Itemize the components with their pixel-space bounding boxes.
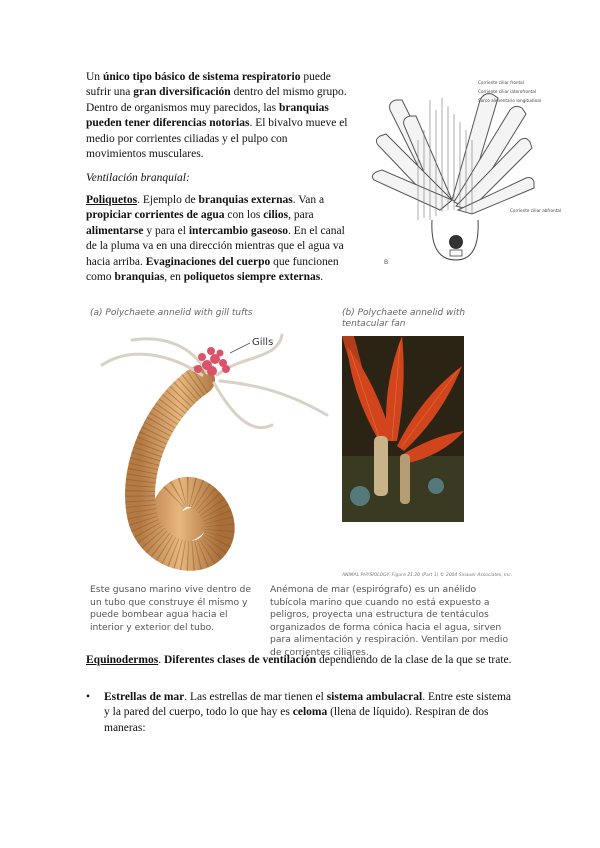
diagram-label-laterofrontal: Corriente ciliar laterofrontal [478, 89, 537, 94]
figure-b-label: (b) Polychaete annelid with tentacular fan [342, 308, 466, 329]
bullet-dot: • [86, 691, 91, 703]
intro-paragraph: Un único tipo básico de sistema respiratorio puede sufrir una gran diversificación dentro del mismo grupo. Dentro de organismos muy parecidos, las branquias pueden tener diferencias notorias. El bivalvo mueve el medio por corrientes ciliadas y el pulpo con movimientos musculares. [86, 71, 348, 161]
polychaete-gill-tufts-illustration [92, 325, 332, 575]
diagram-label-abfrontal: Corriente ciliar abfrontal [510, 208, 562, 213]
poliquetos-paragraph: Poliquetos. Ejemplo de branquias externas. Van a propiciar corrientes de agua con los cilios, para alimentarse y para el intercambio gaseoso. En el canal de la pluma va en una dirección mientras que el agua va hacia arriba. Evaginaciones del cuerpo que funcionen como branquias, en poliquetos siempre externas. [86, 194, 345, 284]
caption-left: Este gusano marino vive dentro de un tubo que construye él mismo y puede bombear agua hacia el interior y exterior del tubo. [90, 584, 251, 633]
tentacular-fan-photo [342, 336, 464, 522]
figure-a-label: (a) Polychaete annelid with gill tufts [90, 308, 253, 318]
bullet-estrellas: • Estrellas de mar. Las estrellas de mar tienen el sistema ambulacral. Entre este sistema y la pared del cuerpo, todo lo que hay es celoma (llena de líquido). Respiran de dos maneras: [86, 691, 511, 734]
bivalve-gill-diagram [370, 70, 562, 270]
subheading-ventilacion: Ventilación branquial: [86, 172, 190, 184]
diagram-letter: B [384, 259, 389, 266]
caption-right: Anémona de mar (espirógrafo) es un anélido tubícola marino que cuando no está expuesto a peligros, proyecta una estructura de tentáculos organizados de forma cónica hacia el agua, sirven para alimentación y respiración. Ventilan por medio de corrientes ciliares. [270, 584, 509, 658]
gills-label: Gills [252, 337, 274, 348]
diagram-label-surco: Surco alimentario longitudinal [478, 98, 542, 103]
diagram-label-frontal: Corriente ciliar frontal [478, 80, 524, 85]
equinodermos-paragraph: Equinodermos. Diferentes clases de ventilación dependiendo de la clase de la que se trate. [86, 654, 512, 666]
figure-credit: ANIMAL PHYSIOLOGY, Figure 21.20 (Part 1) © 2004 Sinauer Associates, Inc. [342, 573, 513, 578]
